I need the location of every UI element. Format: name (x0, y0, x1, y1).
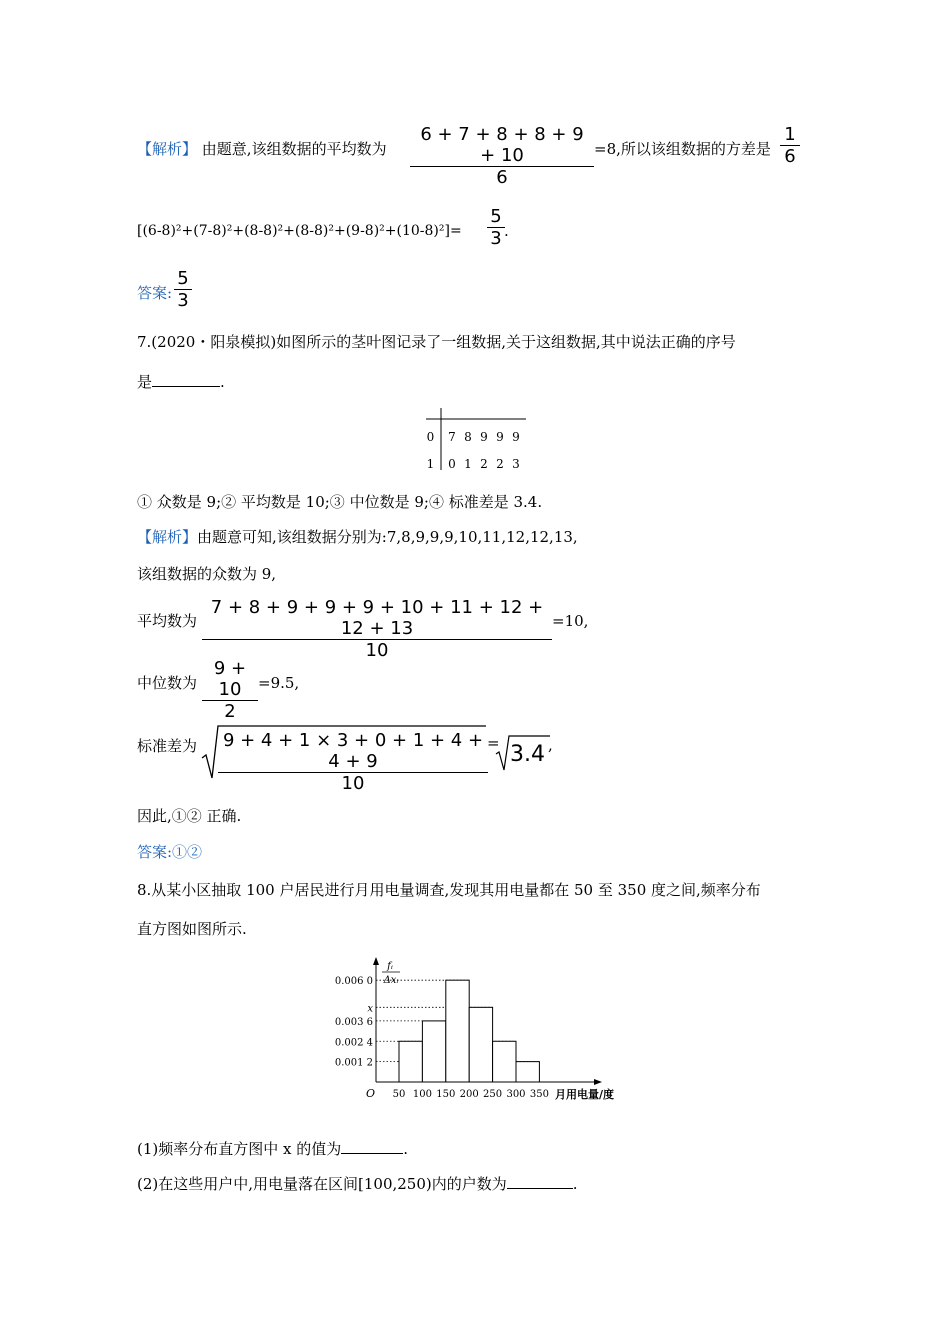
sd-denominator: 10 (218, 772, 488, 794)
leaf: 2 (480, 457, 488, 471)
mean-label: 平均数为 (137, 612, 198, 630)
leaf: 1 (464, 457, 472, 471)
x-tick-label: 50 (392, 1089, 406, 1100)
q8-sub2 (137, 1174, 578, 1194)
analysis-tag: 【解析】 (137, 528, 198, 546)
stem-row-1 (420, 451, 524, 478)
sd-value: 3.4 (510, 742, 545, 767)
q6-mid-text: =8,所以该组数据的方差是 (594, 140, 771, 158)
x-tick-label: 150 (436, 1089, 456, 1100)
q7-question-line2 (137, 372, 225, 392)
stem-value: 0 (426, 430, 435, 444)
stem-value: 1 (426, 457, 435, 471)
x-tick-label: 100 (412, 1089, 432, 1100)
answer-blank (507, 1174, 573, 1189)
histogram-bar (493, 1041, 516, 1082)
result-numerator: 5 (490, 206, 502, 227)
origin-label: O (366, 1087, 376, 1100)
q7-question: 7.(2020・阳泉模拟)如图所示的茎叶图记录了一组数据,关于这组数据,其中说法正确的序号 (137, 333, 736, 351)
answer-blank (341, 1139, 403, 1154)
stem-row-0 (420, 424, 524, 451)
leaf: 9 (480, 430, 488, 444)
histogram-bar (399, 1041, 422, 1082)
y-axis-arrow-icon (373, 957, 379, 965)
q6-variance-expression: [(6-8)²+(7-8)²+(8-8)²+(8-8)²+(9-8)²+(10-8)²]= (137, 223, 462, 239)
leaf: 2 (496, 457, 504, 471)
x-tick-label: 250 (483, 1089, 503, 1100)
histogram-bar (516, 1062, 539, 1082)
leaf: 8 (464, 430, 472, 444)
answer-blank (152, 372, 220, 387)
q6-answer-label: 答案: (137, 284, 173, 302)
sd-equals: = (487, 734, 500, 752)
median-label: 中位数为 (137, 674, 198, 692)
sd-numerator: 9 + 4 + 1 × 3 + 0 + 1 + 4 + 4 + 9 (222, 730, 484, 772)
analysis-text: 由题意可知,该组数据分别为:7,8,9,9,9,10,11,12,12,13, (197, 528, 578, 546)
variance-result-fraction (487, 206, 505, 249)
mean-denominator: 6 (410, 166, 594, 188)
y-tick-label: 0.001 2 (334, 1057, 373, 1069)
x-axis-label: 月用电量/度 (555, 1088, 615, 1101)
sd-label: 标准差为 (137, 737, 198, 755)
q8-question: 8.从某小区抽取 100 户居民进行月用电量调查,发现其用电量都在 50 至 350 度之间,频率分布 (137, 881, 761, 899)
q8-question-line2: 直方图如图所示. (137, 920, 247, 938)
histogram-bar (469, 1007, 492, 1082)
variance-numerator: 1 (784, 124, 796, 145)
mode-line: 该组数据的众数为 9, (137, 565, 277, 583)
median-result: =9.5, (258, 674, 300, 692)
y-tick-label: x (367, 1003, 373, 1015)
q6-analysis-line1 (137, 126, 387, 172)
x-axis-arrow-icon (594, 1079, 602, 1085)
histogram-bars (399, 980, 539, 1082)
histogram-bar (422, 1021, 445, 1082)
q7-suffix: . (220, 373, 225, 391)
mean-numerator: 7 + 8 + 9 + 9 + 9 + 10 + 11 + 12 + 12 + 13 (210, 597, 544, 639)
x-tick-label: 200 (459, 1089, 479, 1100)
y-axis-label-denominator: Δxᵢ (383, 975, 399, 986)
frequency-histogram (330, 955, 630, 1115)
q7-prefix: 是 (137, 373, 153, 391)
sub2-end: . (572, 1175, 578, 1193)
sd-end: , (548, 736, 553, 754)
sub1-text: (1)频率分布直方图中 x 的值为 (137, 1140, 342, 1158)
stem-leaf-plot (420, 408, 530, 470)
x-tick-label: 300 (506, 1089, 526, 1100)
q6-answer-fraction (174, 268, 192, 311)
y-tick-label: 0.002 4 (334, 1037, 373, 1049)
sub2-text: (2)在这些用户中,用电量落在区间[100,250)内的户数为 (137, 1175, 507, 1193)
histogram-bar (446, 980, 469, 1082)
analysis-tag: 【解析】 (137, 140, 198, 158)
median-numerator: 9 + 10 (213, 658, 247, 700)
q7-analysis (137, 527, 578, 547)
mean-result: =10, (552, 612, 589, 630)
leaf: 9 (496, 430, 504, 444)
variance-fraction (780, 124, 800, 167)
analysis-text: 由题意,该组数据的平均数为 (201, 140, 387, 158)
leaf: 3 (512, 457, 520, 471)
mean-fraction (410, 124, 594, 188)
leaf: 0 (448, 457, 456, 471)
period: . (504, 222, 509, 240)
leaf: 7 (448, 430, 456, 444)
sd-fraction (218, 730, 488, 794)
y-tick-label: 0.003 6 (334, 1016, 373, 1028)
median-denominator: 2 (202, 700, 258, 722)
result-denominator: 3 (487, 227, 505, 249)
answer-denominator: 3 (174, 289, 192, 311)
variance-denominator: 6 (780, 145, 800, 167)
sub1-end: . (403, 1140, 409, 1158)
q7-answer: 答案:①② (137, 843, 203, 861)
q7-mean-fraction (202, 597, 552, 661)
x-tick-label: 350 (529, 1089, 549, 1100)
y-axis-label-numerator: fᵢ (387, 961, 393, 972)
answer-numerator: 5 (177, 268, 189, 289)
y-tick-label: 0.006 0 (334, 976, 373, 988)
q7-options: ① 众数是 9;② 平均数是 10;③ 中位数是 9;④ 标准差是 3.4. (137, 493, 543, 511)
mean-denominator: 10 (202, 639, 552, 661)
q8-sub1 (137, 1139, 408, 1159)
median-fraction (202, 658, 258, 722)
leaf: 9 (512, 430, 520, 444)
q7-conclusion: 因此,①② 正确. (137, 807, 242, 825)
mean-numerator: 6 + 7 + 8 + 8 + 9 + 10 (420, 124, 584, 166)
